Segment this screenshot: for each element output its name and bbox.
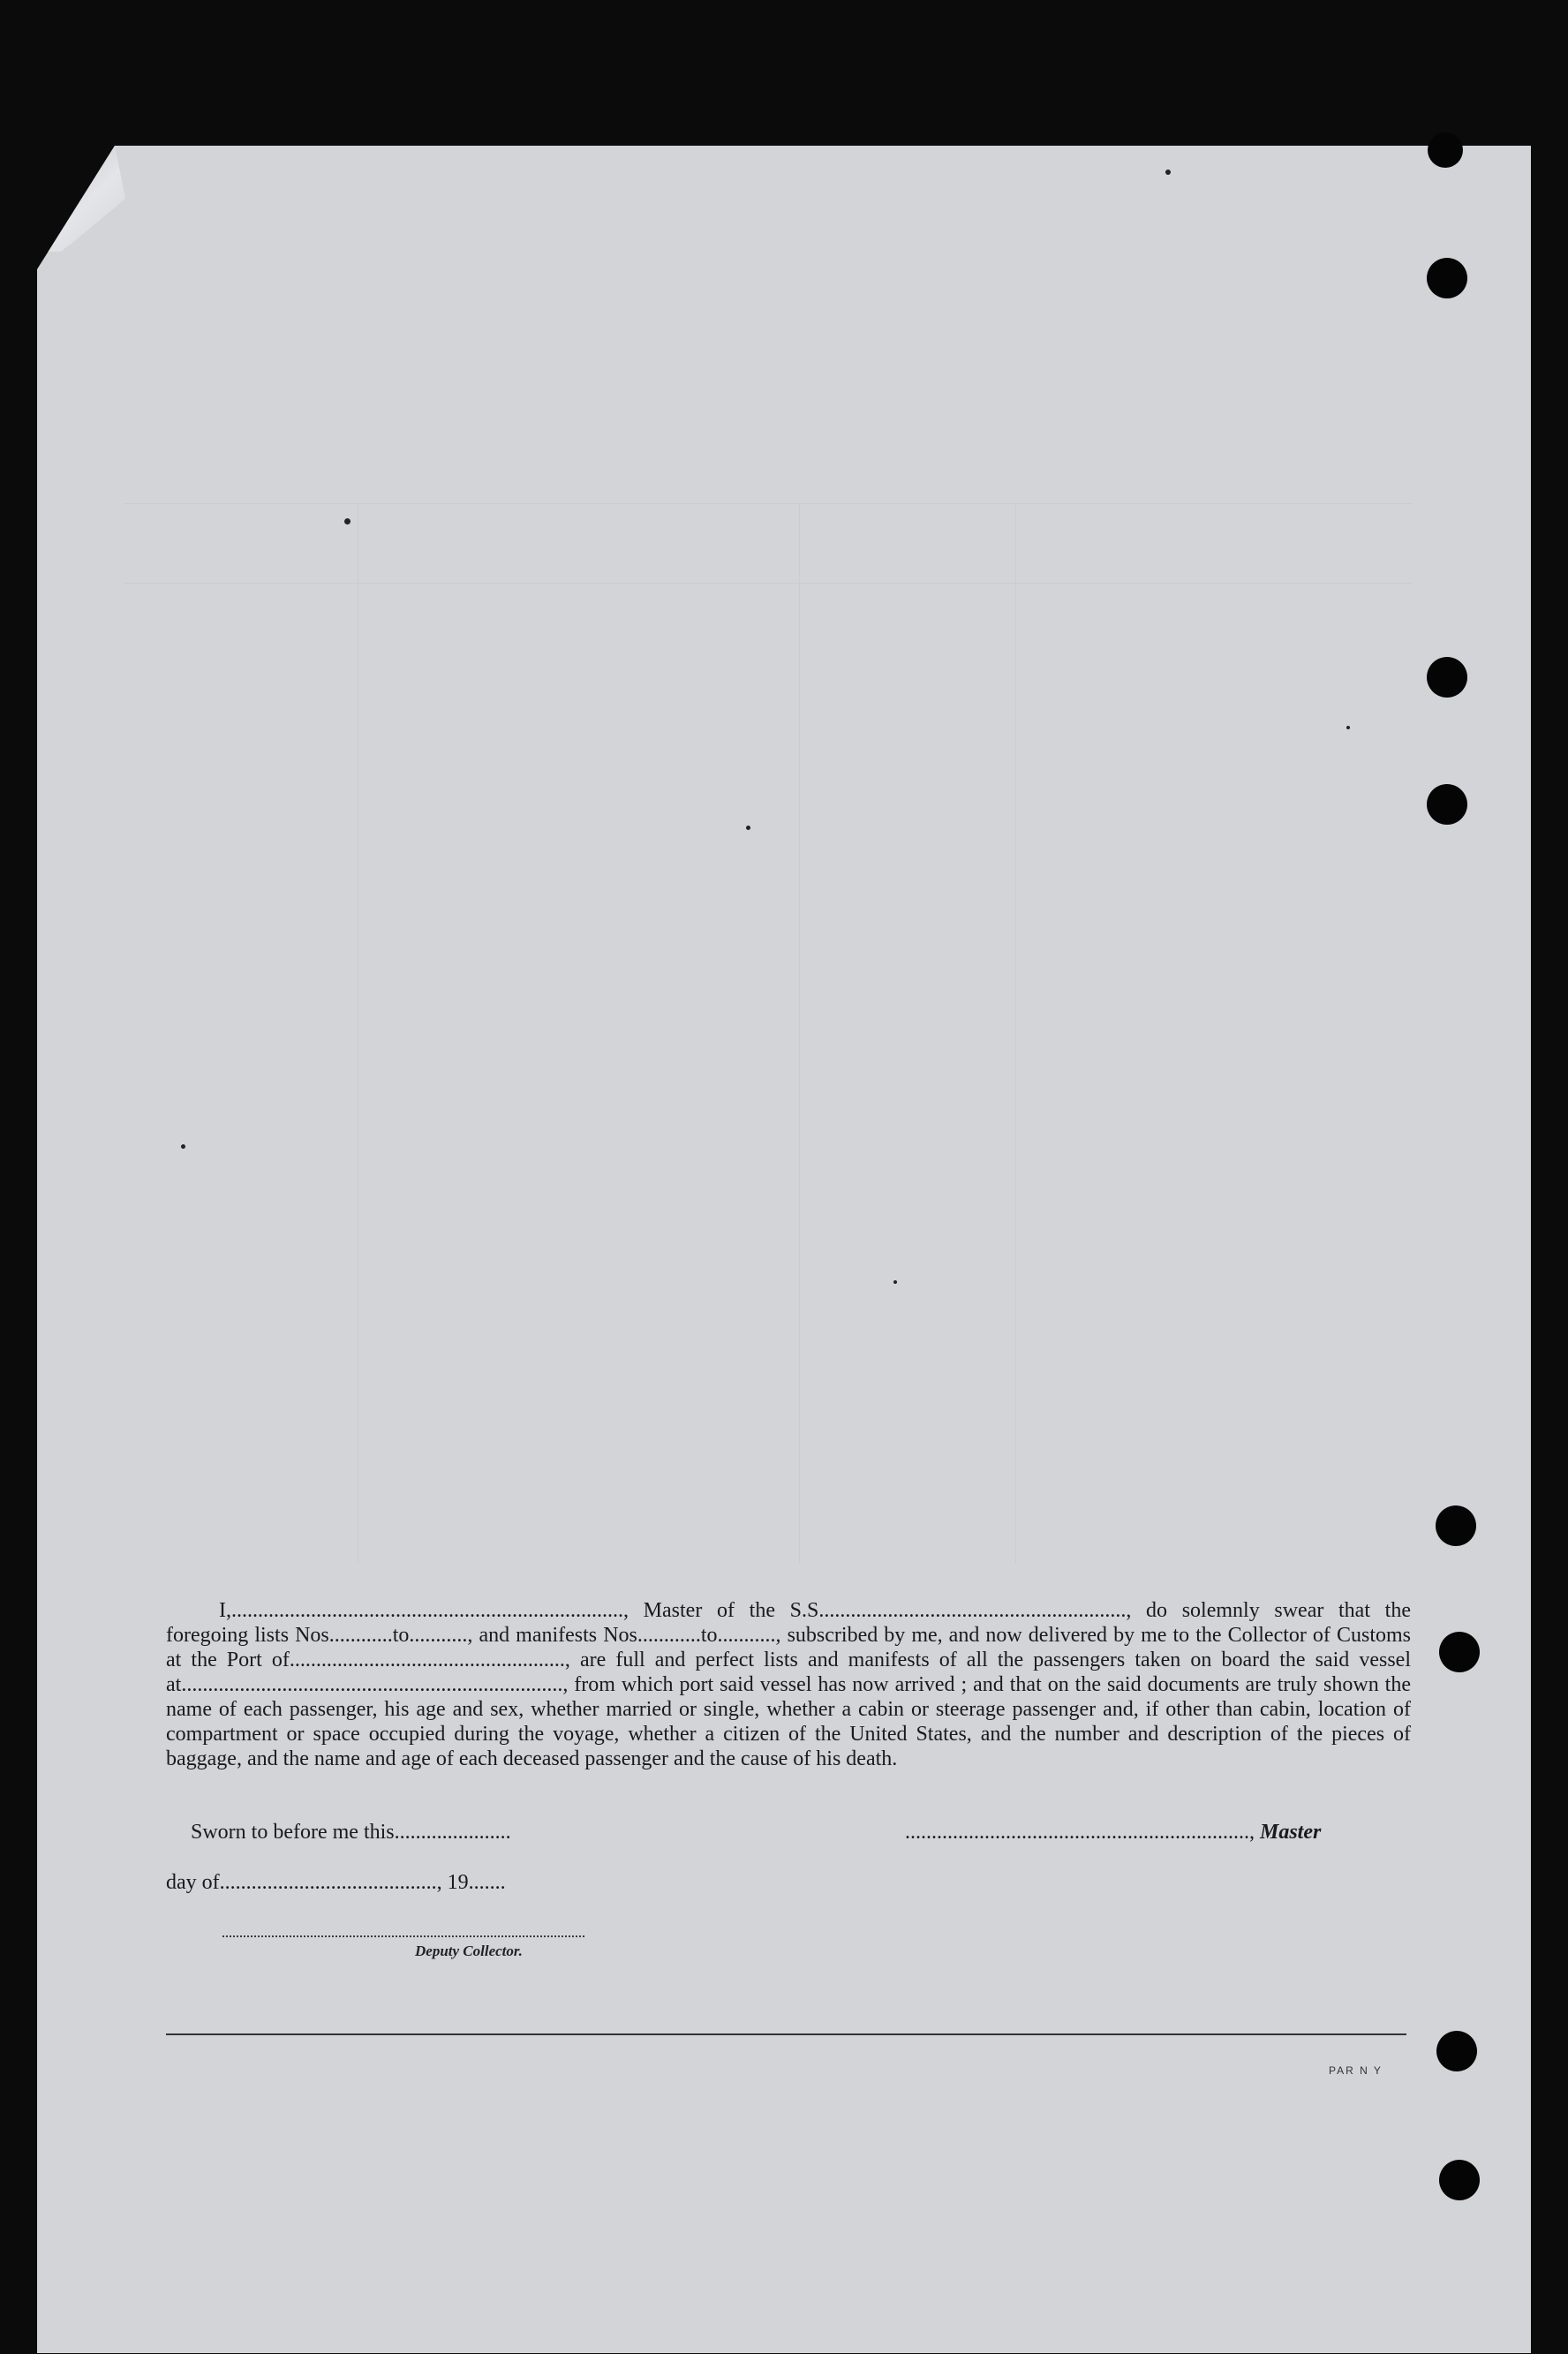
ink-speck bbox=[746, 826, 750, 830]
master-signature-line bbox=[905, 1821, 1321, 1845]
manifest-back-page bbox=[37, 146, 1531, 2353]
bleed-rule bbox=[124, 583, 1413, 584]
ink-speck bbox=[1346, 726, 1350, 729]
punch-hole bbox=[1439, 2160, 1480, 2200]
bleed-rule bbox=[1015, 503, 1016, 1563]
ink-speck bbox=[181, 1144, 185, 1149]
punch-hole bbox=[1427, 784, 1467, 825]
punch-hole bbox=[1439, 1632, 1480, 1672]
oath-paragraph bbox=[166, 1598, 1411, 1771]
master-label: Master bbox=[1260, 1821, 1322, 1844]
ink-speck bbox=[344, 518, 351, 524]
punch-hole bbox=[1436, 1505, 1476, 1546]
printer-mark: PAR N Y bbox=[1329, 2064, 1383, 2077]
ink-speck bbox=[893, 1280, 897, 1284]
oath-text: I,.........................................................................., Master of the S.S.........................................................., do solemnly swear that the foregoing lists Nos............to..........., and manifests Nos............to..........., subscribed by me, and now delivered by me to the Collector of Customs at the Port of...................................................., are full and perfect lists and manifests of all the passengers taken on board the said vessel at........................................................................, from which port said vessel has now arrived ; and that on the said documents are truly shown the name of each passenger, his age and sex, whether married or single, whether a cabin or steerage passenger and, if other than cabin, location of compartment or space occupied during the voyage, whether a citizen of the United States, and the number and description of the pieces of baggage, and the name and age of each deceased passenger and the cause of his death. bbox=[166, 1599, 1411, 1770]
punch-hole bbox=[1436, 2031, 1477, 2071]
punch-hole bbox=[1428, 132, 1463, 168]
punch-hole bbox=[1427, 657, 1467, 698]
bleed-rule bbox=[124, 503, 1413, 504]
ink-speck bbox=[1165, 170, 1171, 175]
master-dotted-line: ................................................................., bbox=[905, 1821, 1255, 1844]
bleed-rule bbox=[799, 503, 800, 1563]
day-of-line: day of........................................., 19....... bbox=[166, 1871, 506, 1894]
sworn-line: Sworn to before me this...................... bbox=[191, 1821, 511, 1844]
deputy-signature-line bbox=[222, 1935, 584, 1937]
deputy-collector-label: Deputy Collector. bbox=[415, 1943, 523, 1959]
punch-hole bbox=[1427, 258, 1467, 298]
bottom-rule bbox=[166, 2033, 1406, 2035]
